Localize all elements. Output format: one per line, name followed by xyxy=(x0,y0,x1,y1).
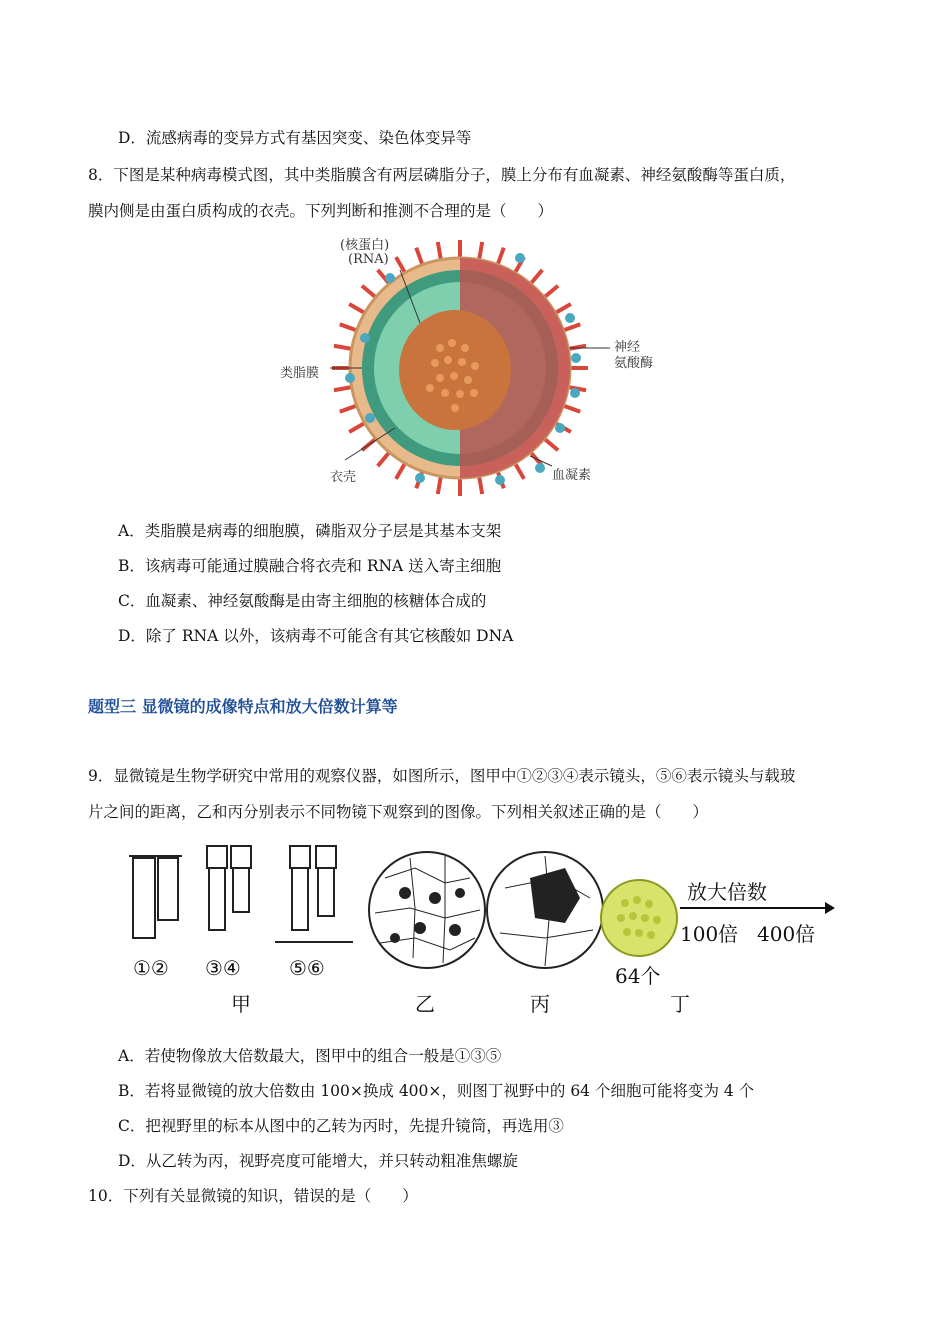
label-ding: 丁 xyxy=(670,992,690,1016)
label-neuraminidase-1: 神经 xyxy=(614,340,641,355)
q7-option-d: D．流感病毒的变异方式有基因突变、染色体变异等 xyxy=(118,129,472,147)
label-rna: (RNA) xyxy=(348,252,389,267)
label-lipid-membrane: 类脂膜 xyxy=(280,366,320,381)
virus-figure xyxy=(270,228,670,496)
view-ding xyxy=(601,880,677,956)
q8-stem-line2: 膜内侧是由蛋白质构成的衣壳。下列判断和推测不合理的是（ ） xyxy=(88,202,554,220)
label-hemagglutinin: 血凝素 xyxy=(552,468,592,483)
label-capsid: 衣壳 xyxy=(330,470,357,485)
virus-diagram xyxy=(270,228,670,496)
section-title: 题型三 显微镜的成像特点和放大倍数计算等 xyxy=(88,697,398,716)
label-neuraminidase-2: 氨酸酶 xyxy=(614,356,654,371)
q9-stem-line1: 9．显微镜是生物学研究中常用的观察仪器，如图所示，图甲中①②③④表示镜头，⑤⑥表示镜头与载玻 xyxy=(88,767,796,785)
objective-lenses-b xyxy=(275,846,353,942)
q9-option-d: D．从乙转为丙，视野亮度可能增大，并只转动粗准焦螺旋 xyxy=(118,1152,518,1170)
q8-option-d: D．除了 RNA 以外，该病毒不可能含有其它核酸如 DNA xyxy=(118,627,514,645)
q9-option-b: B．若将显微镜的放大倍数由 100×换成 400×，则图丁视野中的 64 个细胞可能将变为 4 个 xyxy=(118,1082,755,1100)
arrow-head xyxy=(825,902,835,914)
q9-option-a: A．若使物像放大倍数最大，图甲中的组合一般是①③⑤ xyxy=(118,1047,502,1065)
label-mag-400: 400倍 xyxy=(757,922,816,946)
q9-option-c: C．把视野里的标本从图中的乙转为丙时，先提升镜筒，再选用③ xyxy=(118,1117,564,1135)
label-lens-12: ①② xyxy=(133,956,169,980)
label-dist-56: ⑤⑥ xyxy=(289,956,325,980)
eyepiece-lenses xyxy=(129,856,182,938)
q8-stem-line1: 8．下图是某种病毒模式图，其中类脂膜含有两层磷脂分子，膜上分布有血凝素、神经氨酸酶等蛋白质， xyxy=(88,166,796,184)
label-bing: 丙 xyxy=(530,992,550,1016)
microscope-figure xyxy=(125,838,835,1018)
q10-stem: 10．下列有关显微镜的知识，错误的是（ ） xyxy=(88,1187,418,1205)
label-nucleoprotein: (核蛋白) xyxy=(340,238,390,253)
objective-lenses-a xyxy=(207,846,251,930)
label-lens-34: ③④ xyxy=(205,956,241,980)
label-jia: 甲 xyxy=(231,992,251,1016)
label-cell-count: 64个 xyxy=(615,964,661,988)
q8-option-b: B．该病毒可能通过膜融合将衣壳和 RNA 送入寄主细胞 xyxy=(118,557,502,575)
q8-option-c: C．血凝素、神经氨酸酶是由寄主细胞的核糖体合成的 xyxy=(118,592,487,610)
view-yi xyxy=(369,852,485,968)
label-magnification: 放大倍数 xyxy=(687,880,767,904)
q8-option-a: A．类脂膜是病毒的细胞膜，磷脂双分子层是其基本支架 xyxy=(118,522,502,540)
label-mag-100: 100倍 xyxy=(680,922,739,946)
label-yi: 乙 xyxy=(415,992,435,1016)
q9-stem-line2: 片之间的距离，乙和丙分别表示不同物镜下观察到的图像。下列相关叙述正确的是（ ） xyxy=(88,803,709,821)
